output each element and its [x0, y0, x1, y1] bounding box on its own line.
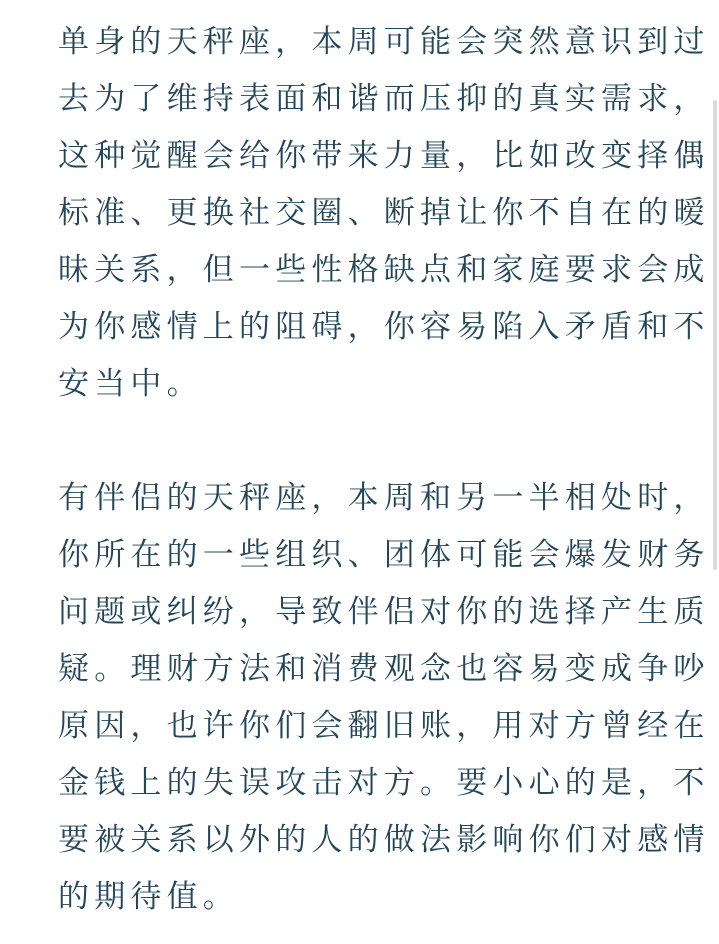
text-line: 去为了维持表面和谐而压抑的真实需求， [58, 81, 710, 117]
text-line: 疑。理财方法和消费观念也容易变成争吵 [58, 651, 710, 687]
text-line: 安当中。 [58, 366, 203, 402]
text-line: 金钱上的失误攻击对方。要小心的是，不 [58, 765, 710, 801]
text-line: 为你感情上的阻碍，你容易陷入矛盾和不 [58, 309, 710, 345]
text-line: 原因，也许你们会翻旧账，用对方曾经在 [58, 708, 710, 744]
text-line: 你所在的一些组织、团体可能会爆发财务 [58, 537, 710, 573]
text-line: 单身的天秤座，本周可能会突然意识到过 [58, 24, 710, 60]
text-line: 有伴侣的天秤座，本周和另一半相处时， [58, 480, 710, 516]
text-line: 昧关系，但一些性格缺点和家庭要求会成 [58, 252, 710, 288]
text-line: 标准、更换社交圈、断掉让你不自在的暧 [58, 195, 710, 231]
text-line: 问题或纠纷，导致伴侣对你的选择产生质 [58, 594, 710, 630]
text-line: 的期待值。 [58, 879, 239, 915]
text-line: 要被关系以外的人的做法影响你们对感情 [58, 822, 710, 858]
text-line: 这种觉醒会给你带来力量，比如改变择偶 [58, 138, 710, 174]
scrollbar[interactable] [713, 100, 717, 570]
